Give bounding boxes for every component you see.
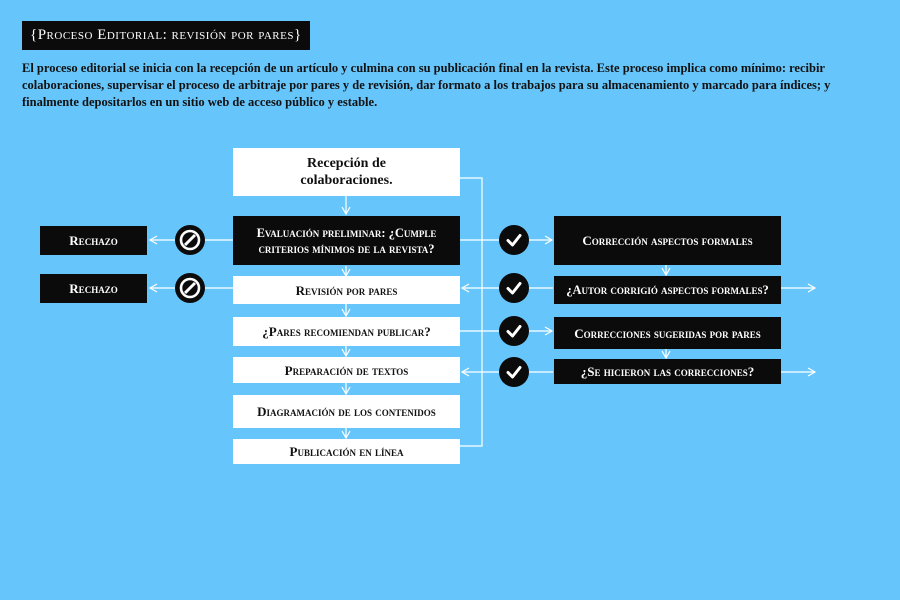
check-icon — [499, 225, 529, 255]
side-author-corrected: ¿Autor corrigió aspectos formales? — [554, 276, 781, 304]
intro-paragraph: El proceso editorial se inicia con la recepción de un artículo y culmina con su publicación final en la revista. Este proceso implica como mínimo: recibir colaboraciones, supervisar el proceso de arbitraje por pares y de revisión, dar formato a los trabajos para su almacenamiento y marcado para índices; y finalmente depositarlos en un sitio web de acceso público y estable. — [22, 61, 831, 109]
reject-box-2: Rechazo — [40, 274, 147, 303]
side-formal-correction: Corrección aspectos formales — [554, 216, 781, 265]
step-layout: Diagramación de los contenidos — [233, 395, 460, 428]
step-preliminary-evaluation-label: Evaluación preliminar: ¿Cumple criterios mínimos de la revista? — [256, 225, 437, 256]
step-peer-review: Revisión por pares — [233, 276, 460, 304]
step-peers-recommend: ¿Pares recomiendan publicar? — [233, 317, 460, 346]
side-corrections-done: ¿Se hicieron las correcciones? — [554, 359, 781, 384]
step-online-publication: Publicación en línea — [233, 439, 460, 464]
side-peer-corrections: Correcciones sugeridas por pares — [554, 317, 781, 349]
step-text-preparation: Preparación de textos — [233, 357, 460, 383]
step-preliminary-evaluation — [233, 216, 460, 265]
step-reception: Recepción de colaboraciones. — [233, 148, 460, 196]
page-title: {Proceso Editorial: revisión por pares} — [22, 21, 310, 50]
no-entry-icon — [175, 273, 205, 303]
no-entry-icon — [175, 225, 205, 255]
check-icon — [499, 357, 529, 387]
check-icon — [499, 273, 529, 303]
check-icon — [499, 316, 529, 346]
reject-box-1: Rechazo — [40, 226, 147, 255]
connector-return-line — [460, 178, 482, 446]
